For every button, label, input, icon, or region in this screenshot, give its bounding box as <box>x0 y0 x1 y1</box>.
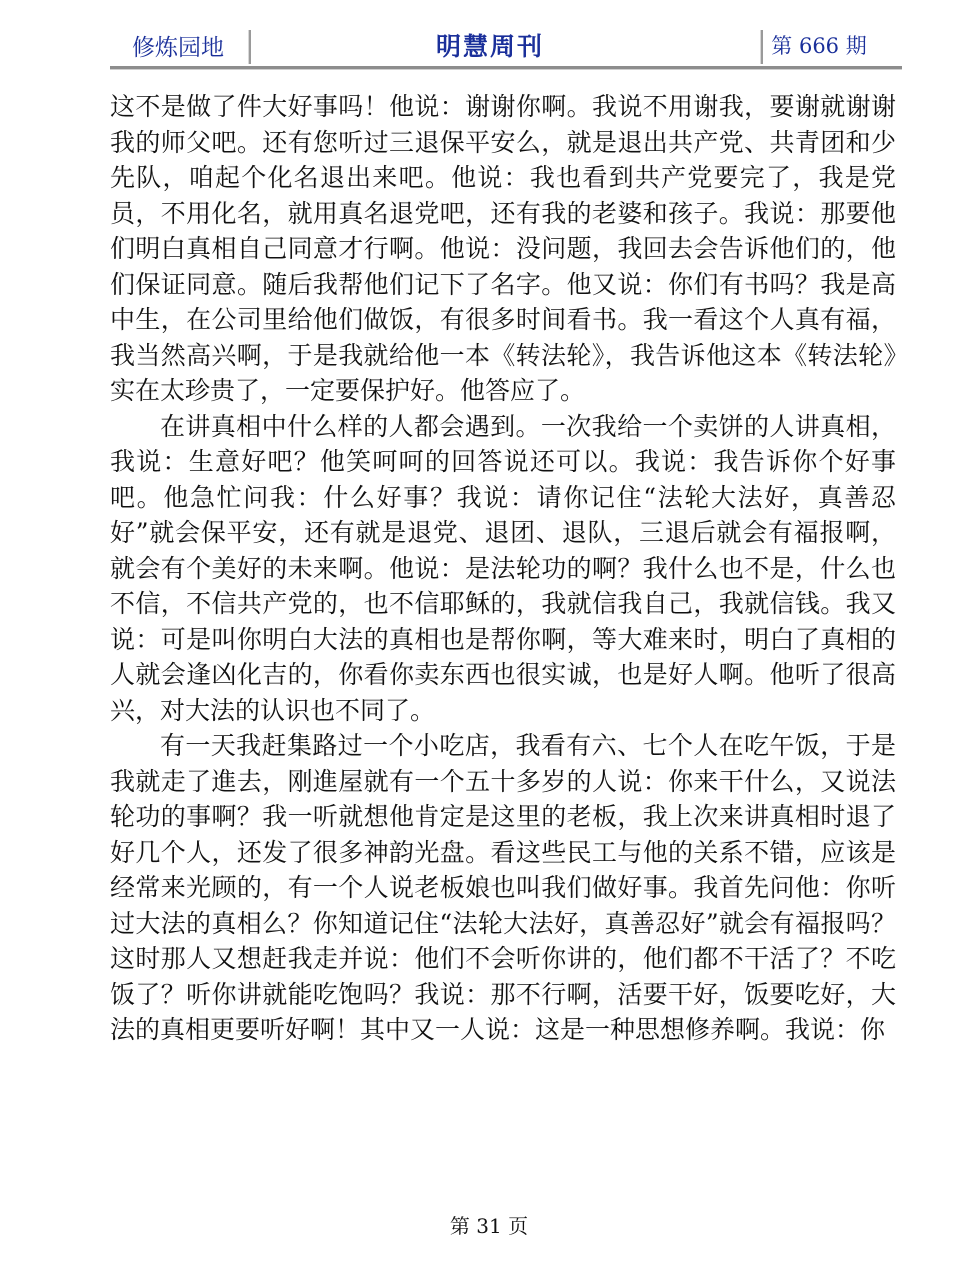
page-header <box>110 26 902 66</box>
issue-number: 第 666 期 <box>771 34 867 58</box>
paragraph: 在讲真相中什么样的人都会遇到。一次我给一个卖饼的人讲真相，我说：生意好吧？他笑呵呵的回答说还可以。我说：我告诉你个好事吧。他急忙问我：什么好事？我说：请你记住“法轮大法好，真善忍好”就会保平安，还有就是退党、退团、退队，三退后就会有福报啊，就会有个美好的未来啊。他说：是法轮功的啊？我什么也不是，什么也不信，不信共产党的，也不信耶稣的，我就信我自己，我就信钱。我又说：可是叫你明白大法的真相也是帮你啊，等大难来时，明白了真相的人就会逢凶化吉的，你看你卖东西也很实诚，也是好人啊。他听了很高兴，对大法的认识也不同了。 <box>110 411 896 725</box>
paragraph: 有一天我赶集路过一个小吃店，我看有六、七个人在吃午饭，于是我就走了進去，刚進屋就有一个五十多岁的人说：你来干什么，又说法轮功的事啊？我一听就想他肯定是这里的老板，我上次来讲真相时退了好几个人，还发了很多神韵光盘。看这些民工与他的关系不错，应该是经常来光顾的，有一个人说老板娘也叫我们做好事。我首先问他：你听过大法的真相么？你知道记住“法轮大法好，真善忍好”就会有福报吗？这时那人又想赶我走并说：他们不会听你讲的，他们都不干活了？不吃饭了？听你讲就能吃饱吗？我说：那不行啊，活要干好，饭要吃好，大法的真相更要听好啊！其中又一人说：这是一种思想修养啊。我说：你 <box>110 731 896 1044</box>
article-body <box>110 89 896 1048</box>
publication-title: 明慧周刊 <box>435 32 544 61</box>
header-section-label: 修炼园地 <box>132 34 224 61</box>
paragraph: 这不是做了件大好事吗！他说：谢谢你啊。我说不用谢我，要谢就谢谢我的师父吧。还有您听过三退保平安么，就是退出共产党、共青团和少先队，咱起个化名退出来吧。他说：我也看到共产党要完了，我是党员，不用化名，就用真名退党吧，还有我的老婆和孩子。我说：那要他们明白真相自己同意才行啊。他说：没问题，我回去会告诉他们的，他们保证同意。随后我帮他们记下了名字。他又说：你们有书吗？我是高中生，在公司里给他们做饭，有很多时间看书。我一看这个人真有福，我当然高兴啊，于是我就给他一本《转法轮》，我告诉他这本《转法轮》实在太珍贵了，一定要保护好。他答应了。 <box>110 92 896 405</box>
page-number: 第 31 页 <box>449 1214 529 1238</box>
header-divider <box>760 30 763 64</box>
header-rule <box>110 66 902 70</box>
